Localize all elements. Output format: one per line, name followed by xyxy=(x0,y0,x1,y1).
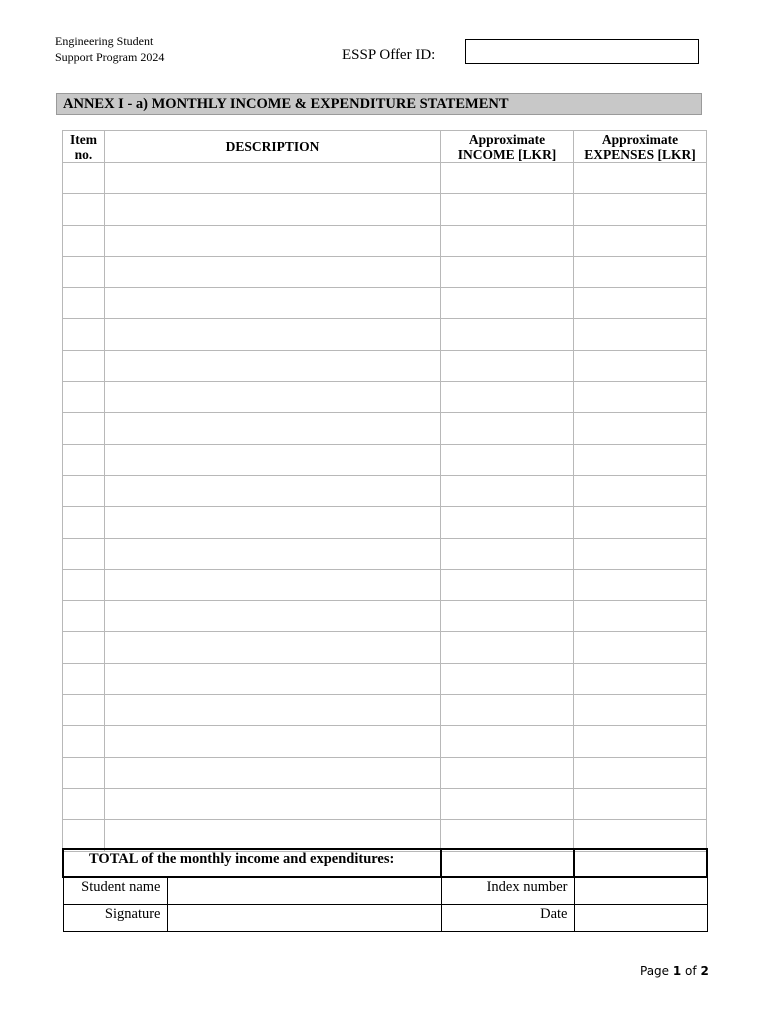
income-cell[interactable] xyxy=(441,444,574,475)
expenses-cell[interactable] xyxy=(574,319,707,350)
table-row xyxy=(63,757,707,788)
expenses-cell[interactable] xyxy=(574,663,707,694)
description-cell[interactable] xyxy=(105,788,441,819)
income-cell[interactable] xyxy=(441,382,574,413)
expenses-cell[interactable] xyxy=(574,475,707,506)
table-row xyxy=(63,319,707,350)
table-row xyxy=(63,350,707,381)
expenses-cell[interactable] xyxy=(574,601,707,632)
column-header-item-no: Item no. xyxy=(63,131,105,163)
description-cell[interactable] xyxy=(105,569,441,600)
description-cell[interactable] xyxy=(105,382,441,413)
student-name-row xyxy=(63,877,707,905)
expenses-cell[interactable] xyxy=(574,726,707,757)
income-cell[interactable] xyxy=(441,726,574,757)
item-no-cell[interactable] xyxy=(63,788,105,819)
table-header-row xyxy=(63,131,707,163)
description-cell[interactable] xyxy=(105,163,441,194)
expenses-cell[interactable] xyxy=(574,350,707,381)
offer-id-label: ESSP Offer ID: xyxy=(342,47,436,63)
item-no-cell[interactable] xyxy=(63,288,105,319)
description-cell[interactable] xyxy=(105,726,441,757)
table-row xyxy=(63,288,707,319)
item-no-cell[interactable] xyxy=(63,726,105,757)
expenses-cell[interactable] xyxy=(574,788,707,819)
income-cell[interactable] xyxy=(441,225,574,256)
column-header-income: Approximate INCOME [LKR] xyxy=(441,131,574,163)
description-cell[interactable] xyxy=(105,632,441,663)
expenses-cell[interactable] xyxy=(574,382,707,413)
description-cell[interactable] xyxy=(105,319,441,350)
expenses-cell[interactable] xyxy=(574,569,707,600)
total-expenses-cell[interactable] xyxy=(574,849,707,877)
item-no-cell[interactable] xyxy=(63,475,105,506)
item-no-cell[interactable] xyxy=(63,507,105,538)
table-row xyxy=(63,538,707,569)
total-label: TOTAL of the monthly income and expenditures: xyxy=(63,849,441,877)
income-cell[interactable] xyxy=(441,413,574,444)
organization-name xyxy=(55,33,164,65)
table-row xyxy=(63,788,707,819)
description-cell[interactable] xyxy=(105,663,441,694)
description-cell[interactable] xyxy=(105,475,441,506)
date-field[interactable] xyxy=(574,905,707,932)
income-cell[interactable] xyxy=(441,507,574,538)
item-no-cell[interactable] xyxy=(63,757,105,788)
description-cell[interactable] xyxy=(105,695,441,726)
income-cell[interactable] xyxy=(441,788,574,819)
item-no-cell[interactable] xyxy=(63,225,105,256)
item-no-cell[interactable] xyxy=(63,663,105,694)
item-no-cell[interactable] xyxy=(63,319,105,350)
expenses-cell[interactable] xyxy=(574,225,707,256)
item-no-cell[interactable] xyxy=(63,444,105,475)
signature-label: Signature xyxy=(63,905,167,932)
table-row xyxy=(63,663,707,694)
item-no-cell[interactable] xyxy=(63,695,105,726)
description-cell[interactable] xyxy=(105,507,441,538)
table-row xyxy=(63,413,707,444)
table-row xyxy=(63,507,707,538)
item-no-cell[interactable] xyxy=(63,632,105,663)
income-expenditure-table xyxy=(62,130,707,852)
table-row xyxy=(63,225,707,256)
income-cell[interactable] xyxy=(441,163,574,194)
income-cell[interactable] xyxy=(441,663,574,694)
item-no-cell[interactable] xyxy=(63,538,105,569)
item-no-cell[interactable] xyxy=(63,569,105,600)
index-number-label: Index number xyxy=(441,877,574,905)
student-name-field[interactable] xyxy=(167,877,441,905)
description-cell[interactable] xyxy=(105,194,441,225)
income-cell[interactable] xyxy=(441,256,574,287)
table-row xyxy=(63,820,707,851)
org-line-1: Engineering Student xyxy=(55,34,154,48)
expenses-cell[interactable] xyxy=(574,632,707,663)
description-cell[interactable] xyxy=(105,820,441,851)
expenses-cell[interactable] xyxy=(574,538,707,569)
description-cell[interactable] xyxy=(105,757,441,788)
item-no-cell[interactable] xyxy=(63,382,105,413)
income-cell[interactable] xyxy=(441,757,574,788)
offer-id-field[interactable] xyxy=(465,39,699,64)
table-row xyxy=(63,163,707,194)
item-no-cell[interactable] xyxy=(63,256,105,287)
table-row xyxy=(63,601,707,632)
item-no-cell[interactable] xyxy=(63,601,105,632)
table-row xyxy=(63,632,707,663)
expenses-cell[interactable] xyxy=(574,288,707,319)
expenses-cell[interactable] xyxy=(574,757,707,788)
description-cell[interactable] xyxy=(105,444,441,475)
total-row xyxy=(63,849,707,877)
table-row xyxy=(63,194,707,225)
description-cell[interactable] xyxy=(105,225,441,256)
table-row xyxy=(63,726,707,757)
income-cell[interactable] xyxy=(441,538,574,569)
column-header-description: DESCRIPTION xyxy=(105,131,441,163)
income-cell[interactable] xyxy=(441,820,574,851)
income-cell[interactable] xyxy=(441,601,574,632)
income-cell[interactable] xyxy=(441,475,574,506)
income-cell[interactable] xyxy=(441,350,574,381)
income-cell[interactable] xyxy=(441,288,574,319)
expenses-cell[interactable] xyxy=(574,163,707,194)
annex-title: ANNEX I - a) MONTHLY INCOME & EXPENDITURE STATEMENT xyxy=(56,93,702,115)
item-no-cell[interactable] xyxy=(63,413,105,444)
column-header-expenses: Approximate EXPENSES [LKR] xyxy=(574,131,707,163)
expenses-cell[interactable] xyxy=(574,507,707,538)
table-row xyxy=(63,695,707,726)
income-cell[interactable] xyxy=(441,194,574,225)
description-cell[interactable] xyxy=(105,350,441,381)
income-cell[interactable] xyxy=(441,632,574,663)
description-cell[interactable] xyxy=(105,601,441,632)
table-row xyxy=(63,382,707,413)
income-cell[interactable] xyxy=(441,695,574,726)
signature-field[interactable] xyxy=(167,905,441,932)
table-row xyxy=(63,475,707,506)
description-cell[interactable] xyxy=(105,538,441,569)
totals-and-signature-table xyxy=(62,848,708,932)
expenses-cell[interactable] xyxy=(574,820,707,851)
expenses-cell[interactable] xyxy=(574,695,707,726)
expenses-cell[interactable] xyxy=(574,413,707,444)
description-cell[interactable] xyxy=(105,256,441,287)
item-no-cell[interactable] xyxy=(63,163,105,194)
table-row xyxy=(63,256,707,287)
org-line-2: Support Program 2024 xyxy=(55,50,165,64)
signature-row xyxy=(63,905,707,932)
item-no-cell[interactable] xyxy=(63,820,105,851)
income-cell[interactable] xyxy=(441,319,574,350)
item-no-cell[interactable] xyxy=(63,194,105,225)
student-name-label: Student name xyxy=(63,877,167,905)
description-cell[interactable] xyxy=(105,288,441,319)
index-number-field[interactable] xyxy=(574,877,707,905)
income-cell[interactable] xyxy=(441,569,574,600)
expenses-cell[interactable] xyxy=(574,444,707,475)
expenses-cell[interactable] xyxy=(574,194,707,225)
description-cell[interactable] xyxy=(105,413,441,444)
expenses-cell[interactable] xyxy=(574,256,707,287)
total-income-cell[interactable] xyxy=(441,849,574,877)
table-row xyxy=(63,444,707,475)
page-number: Page 1 of 2 xyxy=(640,964,709,978)
table-row xyxy=(63,569,707,600)
date-label: Date xyxy=(441,905,574,932)
item-no-cell[interactable] xyxy=(63,350,105,381)
